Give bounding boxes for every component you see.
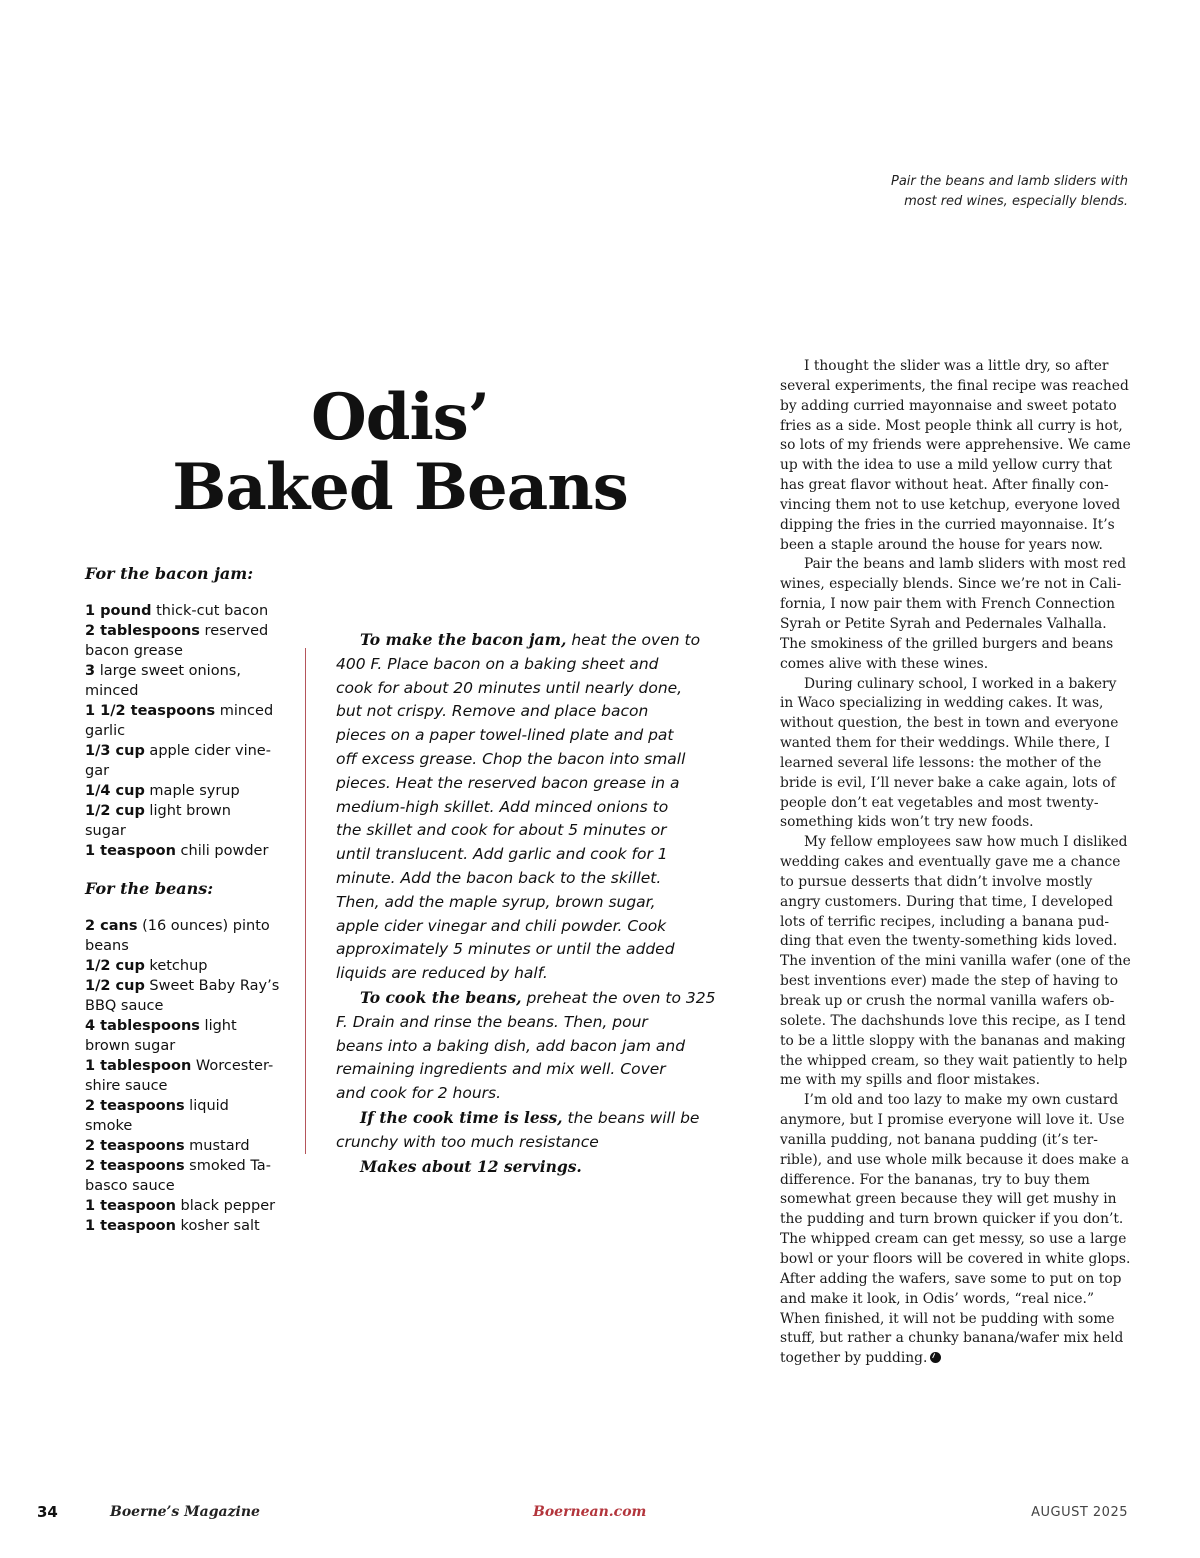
ingredient-qty: 2 teaspoons	[85, 1098, 185, 1114]
ingredient-item	[85, 1216, 295, 1236]
issue-date: AUGUST 2025	[1031, 1505, 1128, 1520]
ingredient-text: thick-cut bacon	[151, 603, 269, 619]
end-mark-icon	[930, 1352, 941, 1363]
caption-line-2: most red wines, especially blends.	[904, 194, 1128, 209]
ingredient-qty: 1/2 cup	[85, 978, 145, 994]
title-line-1: Odis’	[310, 379, 490, 455]
story-paragraph	[780, 357, 1135, 555]
ingredient-qty: 2 teaspoons	[85, 1138, 185, 1154]
method-text: heat the oven to 400 F. Place bacon on a baking sheet and cook for about 20 minutes until nearly done, but not crispy. Remove and place bacon pieces on a paper towel-lined plate and pat off excess grease. Chop the bacon into small pieces. Heat the reserved bacon grease in a medium-high skillet. Add minced onions to the skillet and cook for about 5 minutes or until translucent. Add garlic and cook for 1 minute. Add the bacon back to the skillet. Then, add the maple syrup, brown sugar, apple cider vinegar and chili powder. Cook approximately 5 minutes or until the added liquids are reduced by half.	[336, 631, 701, 983]
ingredient-text: chili powder	[175, 843, 269, 859]
ingredient-qty: 1/2 cup	[85, 958, 145, 974]
ingredient-text: smoked Ta- basco sauce	[85, 1158, 271, 1194]
ingredient-item	[85, 661, 295, 701]
bacon-jam-ingredient-list	[85, 601, 295, 861]
ingredient-item	[85, 801, 295, 841]
method-lead: If the cook time is less,	[360, 1107, 563, 1127]
story-text: During culinary school, I worked in a bakery in Waco specializing in wedding cakes. It was, without question, the best in town and everyone wanted them for their weddings. While there, I learned several life lessons: the mother of the bride is evil, I’ll never bake a cake again, lots of people don’t eat vegetables and most twenty- something kids won’t try new foods.	[780, 675, 1119, 831]
ingredient-text: light brown sugar	[85, 1018, 237, 1054]
title-line-2: Baked Beans	[172, 449, 628, 525]
ingredient-qty: 1/2 cup	[85, 803, 145, 819]
ingredient-qty: 2 teaspoons	[85, 1158, 185, 1174]
ingredient-qty: 1 tablespoon	[85, 1058, 192, 1074]
bacon-jam-heading: For the bacon jam:	[85, 564, 254, 583]
ingredient-item	[85, 781, 295, 801]
ingredient-item	[85, 741, 295, 781]
ingredient-item	[85, 1096, 295, 1136]
ingredient-text: Sweet Baby Ray’s BBQ sauce	[85, 978, 280, 1014]
ingredient-qty: 1 teaspoon	[85, 1198, 176, 1214]
story-text: My fellow employees saw how much I disliked wedding cakes and eventually gave me a chance to pursue desserts that didn’t involve mostly angry customers. During that time, I developed lots of terrific recipes, including a banana pud- ding that even the twenty-something kids loved. The invention of the mini vanilla wafer (one of the best inventions ever) made the step of having to break up or crush the normal vanilla wafers ob- solete. The dachshunds love this recipe, as I tend to be a little sloppy with the bananas and making the whipped cream, so they wait patiently to help me with my spills and floor mistakes.	[780, 834, 1131, 1089]
ingredient-text: large sweet onions, minced	[85, 663, 241, 699]
story-text: Pair the beans and lamb sliders with most red wines, especially blends. Since we’re not in Cali- fornia, I now pair them with French Connection Syrah or Petite Syrah and Pedernales Valhalla. The smokiness of the grilled burgers and beans comes alive with these wines.	[780, 556, 1127, 672]
ingredient-text: apple cider vine- gar	[85, 743, 271, 779]
photo-caption	[828, 172, 1128, 212]
ingredient-text: mustard	[184, 1138, 250, 1154]
story-column	[780, 357, 1135, 1369]
ingredient-text: ketchup	[144, 958, 208, 974]
ingredient-item	[85, 621, 295, 661]
method-text: the beans will be crunchy with too much resistance	[336, 1108, 700, 1151]
page-number: 34	[37, 1503, 58, 1521]
ingredient-text: minced garlic	[85, 703, 274, 739]
ingredient-text: Worcester- shire sauce	[85, 1058, 274, 1094]
ingredient-text: (16 ounces) pinto beans	[85, 918, 270, 954]
ingredient-item	[85, 1196, 295, 1216]
story-paragraph	[780, 675, 1135, 834]
ingredient-qty: 1/3 cup	[85, 743, 145, 759]
ingredient-item	[85, 1016, 295, 1056]
column-divider-rule	[305, 648, 306, 1154]
method-paragraph	[336, 1155, 716, 1180]
story-paragraph	[780, 1091, 1135, 1369]
story-paragraph	[780, 833, 1135, 1091]
website-link[interactable]: Boernean.com	[533, 1504, 647, 1520]
ingredient-item	[85, 1136, 295, 1156]
story-paragraph	[780, 555, 1135, 674]
ingredient-item	[85, 916, 295, 956]
ingredient-qty: 3	[85, 663, 96, 679]
ingredient-qty: 1/4 cup	[85, 783, 145, 799]
story-text: I thought the slider was a little dry, so after several experiments, the final recipe was reached by adding curried mayonnaise and sweet potato fries as a side. Most people think all curry is hot, so lots of my friends were apprehensive. We came up with the idea to use a mild yellow curry that has great flavor without heat. After finally con- vincing them not to use ketchup, everyone loved dipping the fries in the curried mayonnaise. It’s been a staple around the house for years now.	[780, 358, 1131, 553]
ingredient-item	[85, 956, 295, 976]
ingredient-text: reserved bacon grease	[85, 623, 269, 659]
ingredient-qty: 2 cans	[85, 918, 138, 934]
method-paragraph	[336, 1106, 716, 1155]
ingredient-text: black pepper	[175, 1198, 276, 1214]
ingredient-item	[85, 701, 295, 741]
beans-ingredient-list	[85, 916, 295, 1236]
ingredient-qty: 2 tablespoons	[85, 623, 200, 639]
beans-heading: For the beans:	[85, 879, 214, 898]
ingredient-item	[85, 601, 295, 621]
recipe-title	[150, 379, 650, 525]
ingredient-qty: 1 pound	[85, 603, 152, 619]
ingredient-text: liquid smoke	[85, 1098, 229, 1134]
ingredient-qty: 1 1/2 teaspoons	[85, 703, 216, 719]
ingredient-text: maple syrup	[144, 783, 240, 799]
caption-line-1: Pair the beans and lamb sliders with	[890, 174, 1128, 189]
ingredient-qty: 1 teaspoon	[85, 843, 176, 859]
magazine-name: Boerne’s Magazine	[110, 1504, 260, 1520]
method-lead: To make the bacon jam,	[360, 630, 567, 649]
ingredient-text: kosher salt	[175, 1218, 260, 1234]
method-lead: To cook the beans,	[360, 987, 522, 1007]
ingredient-item	[85, 841, 295, 861]
ingredient-item	[85, 1156, 295, 1196]
page-footer	[0, 1500, 1200, 1530]
ingredient-qty: 1 teaspoon	[85, 1218, 176, 1234]
story-text: I’m old and too lazy to make my own custard anymore, but I promise everyone will love it. Use vanilla pudding, not banana pudding (it’s ter- rible), and use whole milk because it does make a difference. For the bananas, try to buy them somewhat green because they will get mushy in the pudding and turn brown quicker if you don’t. The whipped cream can get messy, so use a large bowl or your floors will be covered in white glops. After adding the wafers, save some to put on top and make it look, in Odis’ words, “real nice.” When finished, it will not be pudding with some stuff, but rather a chunky banana/wafer mix held together by pudding.	[780, 1092, 1131, 1367]
ingredients-column	[85, 563, 295, 1253]
ingredient-qty: 4 tablespoons	[85, 1018, 200, 1034]
method-text: preheat the oven to 325 F. Drain and rinse the beans. Then, pour beans into a baking dish, add bacon jam and remaining ingredients and mix well. Cover and cook for 2 hours.	[336, 988, 716, 1103]
servings-note: Makes about 12 servings.	[360, 1156, 582, 1176]
method-paragraph	[336, 628, 716, 986]
method-column	[336, 628, 716, 1179]
ingredient-item	[85, 976, 295, 1016]
ingredient-item	[85, 1056, 295, 1096]
ingredient-text: light brown sugar	[85, 803, 231, 839]
method-paragraph	[336, 986, 716, 1106]
